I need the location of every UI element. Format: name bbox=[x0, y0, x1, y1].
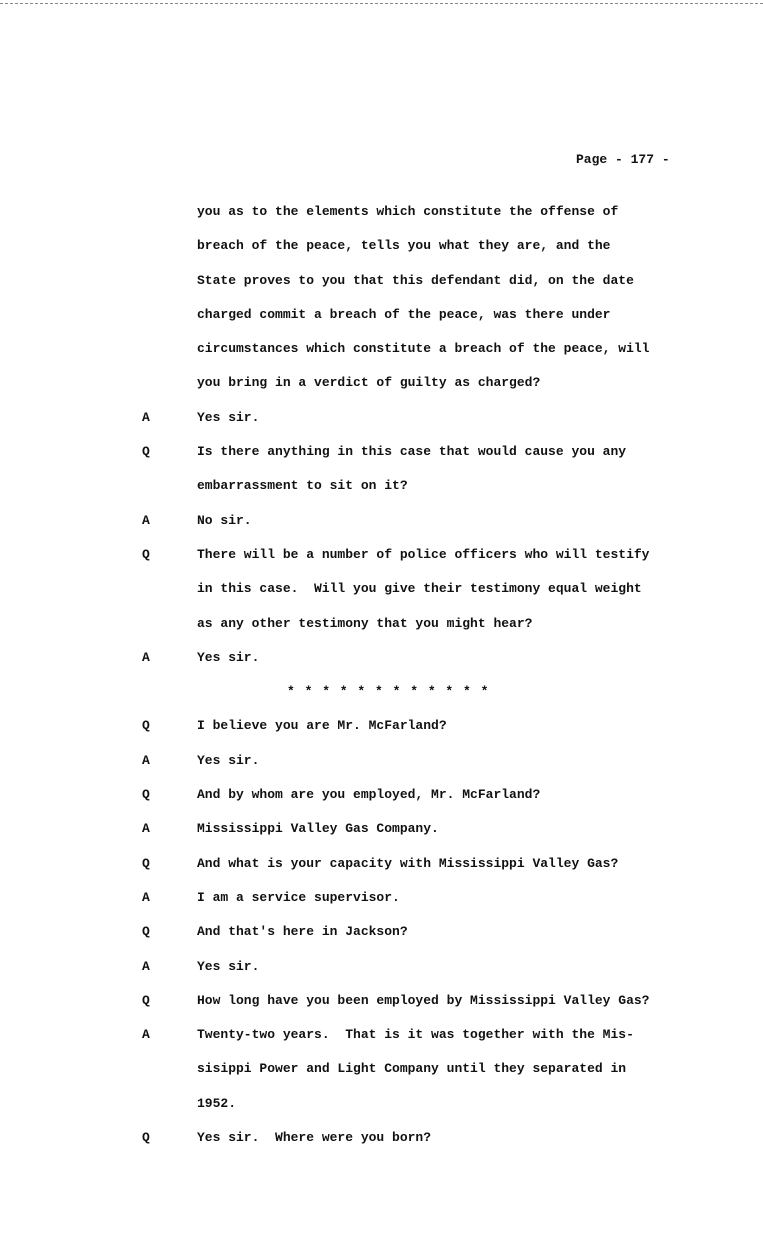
line-text: No sir. bbox=[197, 512, 252, 528]
transcript-line bbox=[0, 303, 763, 337]
transcript-line bbox=[0, 371, 763, 405]
line-text: Yes sir. bbox=[197, 649, 260, 665]
top-border-rule bbox=[0, 3, 763, 4]
transcript-line bbox=[0, 612, 763, 646]
speaker-label: A bbox=[142, 821, 150, 837]
transcript-line bbox=[0, 337, 763, 371]
line-text: Yes sir. bbox=[197, 409, 260, 425]
transcript-line bbox=[0, 1057, 763, 1091]
transcript-line bbox=[0, 1023, 763, 1057]
line-text: And that's here in Jackson? bbox=[197, 924, 408, 940]
line-text: in this case. Will you give their testimony equal weight bbox=[197, 581, 642, 597]
speaker-label: A bbox=[142, 752, 150, 768]
line-text: I believe you are Mr. McFarland? bbox=[197, 718, 447, 734]
transcript-line bbox=[0, 920, 763, 954]
speaker-label: Q bbox=[142, 855, 150, 871]
speaker-label: A bbox=[142, 409, 150, 425]
transcript-line bbox=[0, 955, 763, 989]
transcript-line bbox=[0, 509, 763, 543]
transcript-line bbox=[0, 1092, 763, 1126]
line-text: Yes sir. bbox=[197, 958, 260, 974]
speaker-label: Q bbox=[142, 444, 150, 460]
transcript-line bbox=[0, 234, 763, 268]
transcript-line bbox=[0, 817, 763, 851]
line-text: There will be a number of police officers who will testify bbox=[197, 546, 650, 562]
transcript-line bbox=[0, 852, 763, 886]
transcript-line bbox=[0, 474, 763, 508]
line-text: State proves to you that this defendant did, on the date bbox=[197, 272, 634, 288]
transcript-line bbox=[0, 783, 763, 817]
section-separator bbox=[0, 680, 763, 714]
transcript-line bbox=[0, 646, 763, 680]
line-text: you bring in a verdict of guilty as charged? bbox=[197, 375, 541, 391]
line-text: breach of the peace, tells you what they are, and the bbox=[197, 238, 611, 254]
transcript-line bbox=[0, 989, 763, 1023]
speaker-label: Q bbox=[142, 787, 150, 803]
transcript-body bbox=[0, 200, 763, 1160]
speaker-label: Q bbox=[142, 992, 150, 1008]
line-text: charged commit a breach of the peace, was there under bbox=[197, 306, 611, 322]
transcript-line bbox=[0, 714, 763, 748]
separator-stars: * * * * * * * * * * * * bbox=[287, 684, 490, 700]
line-text: Yes sir. bbox=[197, 752, 260, 768]
transcript-line bbox=[0, 200, 763, 234]
line-text: Mississippi Valley Gas Company. bbox=[197, 821, 439, 837]
line-text: circumstances which constitute a breach of the peace, will bbox=[197, 341, 650, 357]
transcript-line bbox=[0, 886, 763, 920]
line-text: And by whom are you employed, Mr. McFarland? bbox=[197, 787, 541, 803]
speaker-label: A bbox=[142, 958, 150, 974]
speaker-label: A bbox=[142, 1027, 150, 1043]
line-text: How long have you been employed by Mississippi Valley Gas? bbox=[197, 992, 650, 1008]
line-text: Yes sir. Where were you born? bbox=[197, 1130, 432, 1146]
line-text: I am a service supervisor. bbox=[197, 889, 400, 905]
speaker-label: A bbox=[142, 512, 150, 528]
transcript-line bbox=[0, 543, 763, 577]
line-text: you as to the elements which constitute the offense of bbox=[197, 204, 619, 219]
line-text: embarrassment to sit on it? bbox=[197, 478, 408, 494]
line-text: Twenty-two years. That is it was together with the Mis- bbox=[197, 1027, 634, 1043]
speaker-label: Q bbox=[142, 1130, 150, 1146]
speaker-label: Q bbox=[142, 718, 150, 734]
speaker-label: A bbox=[142, 649, 150, 665]
speaker-label: A bbox=[142, 889, 150, 905]
line-text: 1952. bbox=[197, 1095, 237, 1111]
line-text: as any other testimony that you might hear? bbox=[197, 615, 533, 631]
transcript-line bbox=[0, 1126, 763, 1160]
speaker-label: Q bbox=[142, 924, 150, 940]
transcript-line bbox=[0, 749, 763, 783]
line-text: And what is your capacity with Mississippi Valley Gas? bbox=[197, 855, 619, 871]
transcript-line bbox=[0, 577, 763, 611]
line-text: sisippi Power and Light Company until they separated in bbox=[197, 1061, 627, 1077]
speaker-label: Q bbox=[142, 546, 150, 562]
page-number: Page - 177 - bbox=[576, 152, 670, 167]
transcript-line bbox=[0, 440, 763, 474]
line-text: Is there anything in this case that would cause you any bbox=[197, 444, 627, 460]
transcript-line bbox=[0, 269, 763, 303]
transcript-line bbox=[0, 406, 763, 440]
